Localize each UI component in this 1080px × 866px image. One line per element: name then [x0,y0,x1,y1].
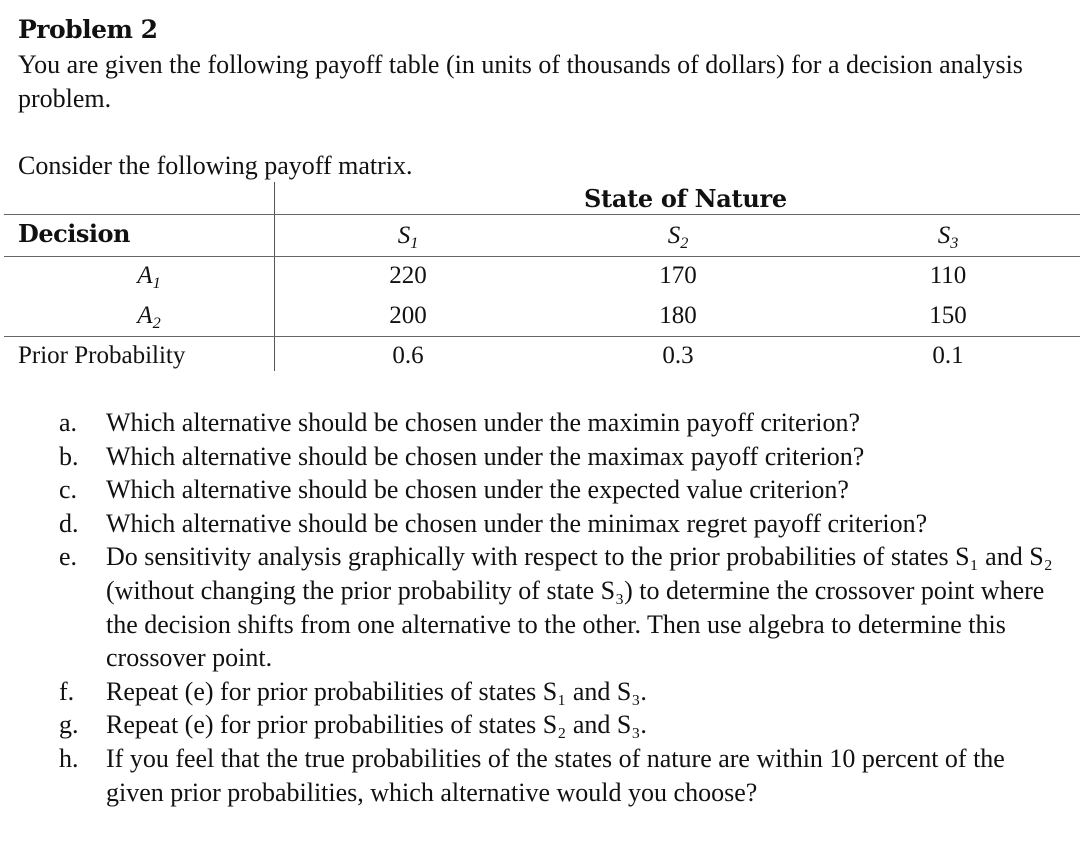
prior-value: 0.3 [662,342,694,369]
list-item [56,406,1066,440]
list-item [56,708,1066,742]
table-rule-top [4,214,1080,215]
list-item-text: Repeat (e) for prior probabilities of states S₂ and S₃. [106,710,647,740]
state-header-s2: $S_2$ [667,222,689,252]
row-label-a2: $A_2$ [137,302,161,332]
prior-probability-label: Prior Probability [18,342,186,369]
question-list [56,406,1066,809]
consider-text: Consider the following payoff matrix. [18,151,413,180]
table-cell: 200 [389,302,427,329]
list-item [56,473,1066,507]
list-item [56,540,1066,674]
problem-title: Problem 2 [18,15,158,44]
list-item-label: b. [59,441,79,471]
list-item-label: a. [59,408,78,437]
list-item-text: Which alternative should be chosen under the minimax regret payoff criterion? [106,508,928,538]
list-item-text: Do sensitivity analysis graphically with respect to the prior probabilities of states S₁ and S₂ (without changing the prior probability of state S₃) to determine the crossover point where the decision shifts from one alternative to the other. Then use algebra to determine this crossover point. [106,542,1053,673]
list-item-label: d. [59,508,79,538]
table-cell: 150 [929,302,967,329]
list-item-label: g. [59,710,79,740]
list-item [56,440,1066,474]
list-item-text: Which alternative should be chosen under the maximax payoff criterion? [106,441,865,471]
prior-value: 0.1 [932,342,964,369]
prior-value: 0.6 [392,342,424,369]
list-item-text: Repeat (e) for prior probabilities of states S₁ and S₃. [106,676,647,706]
state-header-s1: $S_1$ [397,222,419,252]
table-cell: 110 [929,262,967,289]
intro-paragraph: You are given the following payoff table (in units of thousands of dollars) for a decision analysis problem. [18,50,1023,113]
list-item-text: If you feel that the true probabilities of the states of nature are within 10 percent of the given prior probabilities, which alternative would you choose? [106,743,1005,807]
table-cell: 180 [659,302,697,329]
state-of-nature-header: State of Nature [584,184,787,213]
list-item-label: e. [59,542,78,572]
list-item [56,675,1066,709]
payoff-table [4,182,1080,372]
list-item [56,507,1066,541]
table-cell: 220 [389,262,427,289]
list-item-label: c. [59,475,78,505]
decision-header: Decision [18,219,130,248]
row-label-a1: $A_1$ [137,262,161,292]
list-item [56,742,1066,809]
list-item-text: Which alternative should be chosen under the maximin payoff criterion? [106,408,860,437]
list-item-text: Which alternative should be chosen under the expected value criterion? [106,475,849,505]
table-divider-vertical [274,182,275,371]
list-item-label: f. [59,676,75,706]
state-header-s3: $S_3$ [937,222,959,252]
list-item-label: h. [59,743,79,773]
table-cell: 170 [659,262,697,289]
